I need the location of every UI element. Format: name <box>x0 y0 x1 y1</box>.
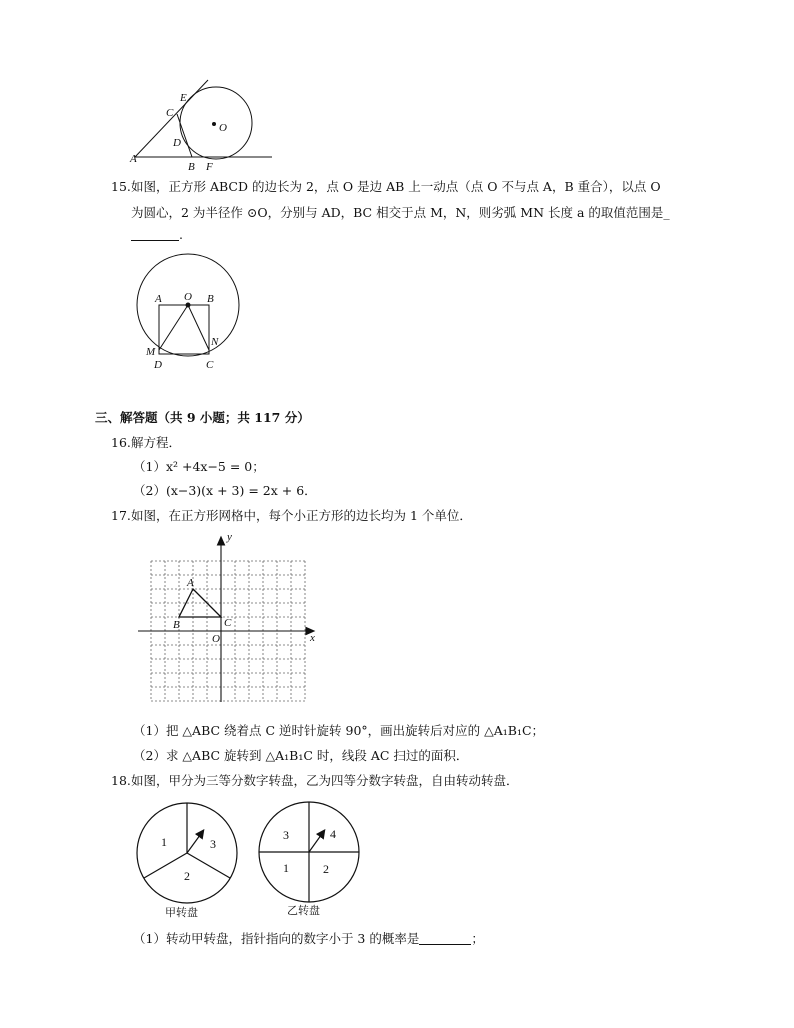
fig14-label-a: A <box>130 153 137 165</box>
q16-sub2: （2）(x−3)(x + 3) = 2x + 6． <box>133 483 317 498</box>
spinner-b-caption: 乙转盘 <box>287 904 320 917</box>
spinner-a-number-2: 2 <box>184 869 190 883</box>
fig17-label-x: x <box>310 632 315 644</box>
fig17-label-y: y <box>227 531 232 543</box>
spinner-a-divider-3 <box>187 853 230 878</box>
spinner-a-number-3: 3 <box>210 837 216 851</box>
spinner-a-caption: 甲转盘 <box>165 906 198 919</box>
fig17-label-c: C <box>224 617 232 629</box>
fig14-label-f: F <box>206 161 213 173</box>
spinner-b <box>259 802 359 902</box>
spinner-a-pointer <box>187 831 203 853</box>
q17-sub2: （2）求 △ABC 旋转到 △A₁B₁C 时，线段 AC 扫过的面积． <box>133 748 469 763</box>
spinner-b-number-1: 1 <box>283 861 289 875</box>
fig14-label-c: C <box>166 107 174 119</box>
q17-number: 17. <box>111 508 131 523</box>
fig15-label-b: B <box>207 293 214 305</box>
fig17-label-o: O <box>212 633 220 645</box>
q18-text: 如图，甲分为三等分数字转盘，乙为四等分数字转盘，自由转动转盘． <box>131 773 519 788</box>
fig14-label-d: D <box>173 137 181 149</box>
q18-sub1-line <box>133 932 484 946</box>
fig15-label-a: A <box>155 293 162 305</box>
q16-sub1: （1）x² +4x−5 = 0； <box>133 459 265 474</box>
fig15-label-o: O <box>184 291 192 303</box>
spinner-a <box>137 803 237 903</box>
spinner-b-number-3: 3 <box>283 828 289 842</box>
fig15-label-d: D <box>154 359 162 371</box>
q17-sub1: （1）把 △ABC 绕着点 C 逆时针旋转 90°，画出旋转后对应的 △A₁B₁C； <box>133 723 545 738</box>
fig14-label-o: O <box>219 122 227 134</box>
q18-number: 18. <box>111 773 131 788</box>
q18-sub1: （1）转动甲转盘，指针指向的数字小于 3 的概率是 <box>133 931 420 946</box>
fig14-label-e: E <box>180 92 187 104</box>
q17-text: 如图，在正方形网格中，每个小正方形的边长均为 1 个单位． <box>131 508 472 523</box>
q15-line3-end: . <box>179 227 183 242</box>
q16-text: 解方程． <box>131 435 182 450</box>
fig17-label-a: A <box>187 577 194 589</box>
spinner-a-divider-2 <box>144 853 187 878</box>
spinner-b-pointer <box>309 831 324 852</box>
q15-line1: 如图，正方形 ABCD 的边长为 2，点 O 是边 AB 上一动点（点 O 不与点 A，B 重合），以点 O <box>131 179 661 194</box>
spinner-b-number-2: 2 <box>323 862 329 876</box>
q18-sub1-blank <box>419 932 471 945</box>
spinner-b-number-4: 4 <box>330 827 336 841</box>
fig15-label-c: C <box>206 359 214 371</box>
fig15-label-n: N <box>211 336 219 348</box>
fig15-label-m: M <box>146 346 156 358</box>
q15-number: 15. <box>111 179 131 194</box>
fig14-label-b: B <box>188 161 195 173</box>
q15-line2: 为圆心，2 为半径作 ⊙O，分别与 AD，BC 相交于点 M，N，则劣弧 MN 长度 a 的取值范围是_ <box>131 205 670 220</box>
q18-sub1-end: ； <box>471 931 484 946</box>
section3-title: 三、解答题（共 9 小题；共 117 分） <box>95 410 310 425</box>
q16-number: 16. <box>111 435 131 450</box>
spinner-a-number-1: 1 <box>161 835 167 849</box>
fig17-label-b: B <box>173 619 180 631</box>
